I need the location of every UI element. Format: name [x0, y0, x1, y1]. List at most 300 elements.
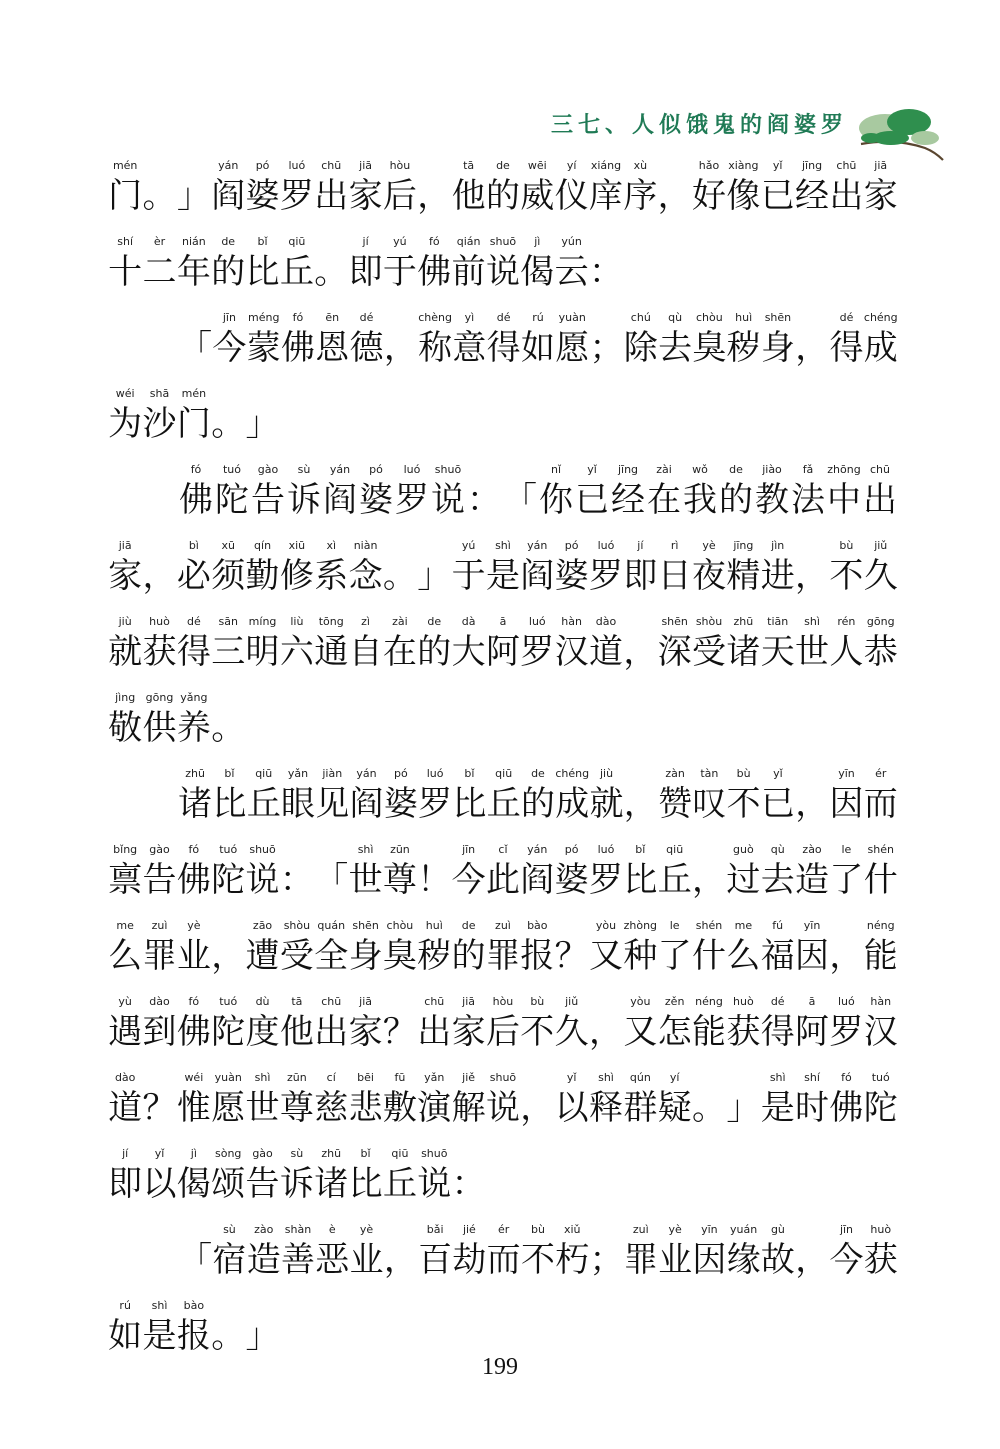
hanzi: 经: [795, 176, 830, 216]
hanzi: 造: [795, 860, 830, 900]
pinyin: pó: [369, 463, 383, 476]
hanzi: 说: [245, 860, 280, 900]
character-cell: [384, 766, 418, 842]
character-cell: [554, 158, 588, 234]
hanzi: 受: [279, 936, 314, 976]
pinyin: qín: [254, 539, 272, 552]
character-cell: [177, 1070, 211, 1146]
character-cell: [555, 310, 589, 386]
character-cell: [142, 1146, 176, 1222]
character-cell: [451, 614, 485, 690]
hanzi: 已: [760, 784, 795, 824]
character-cell: [589, 1222, 623, 1298]
character-cell: [142, 918, 176, 994]
character-cell: [692, 310, 726, 386]
hanzi: 。: [692, 1088, 727, 1128]
text-line: [108, 234, 898, 310]
hanzi: 道: [108, 1088, 143, 1128]
character-cell: [383, 538, 417, 614]
character-cell: [790, 462, 826, 538]
hanzi: 像: [726, 176, 761, 216]
character-cell: [451, 1146, 485, 1222]
character-cell: [761, 842, 795, 918]
pinyin: xiū: [288, 539, 306, 552]
character-cell: [418, 766, 452, 842]
hanzi: 得: [176, 632, 211, 672]
pinyin: rén: [837, 615, 856, 628]
hanzi: 称: [418, 328, 453, 368]
pinyin: shén: [867, 843, 894, 856]
hanzi: 罪: [623, 1240, 658, 1280]
character-cell: [142, 158, 176, 234]
pinyin: me: [734, 919, 753, 932]
hanzi: 罗: [829, 1012, 864, 1052]
character-cell: [250, 462, 286, 538]
character-cell: [692, 842, 726, 918]
hanzi: 进: [760, 556, 795, 596]
hanzi: 的: [451, 936, 486, 976]
hanzi: 他: [451, 176, 486, 216]
hanzi: 而: [863, 784, 898, 824]
hanzi: 尊: [382, 860, 417, 900]
pinyin: fó: [188, 995, 200, 1008]
hanzi: 遭: [245, 936, 280, 976]
hanzi: 惟: [176, 1088, 211, 1128]
hanzi: 」: [726, 1088, 761, 1128]
hanzi: 缘: [726, 1240, 761, 1280]
character-cell: [280, 1146, 314, 1222]
character-cell: [417, 614, 451, 690]
pinyin: ér: [875, 767, 887, 780]
character-cell: [142, 538, 176, 614]
hanzi: 是: [760, 1088, 795, 1128]
hanzi: 勤: [245, 556, 280, 596]
pinyin: pó: [393, 767, 408, 780]
text-line: [178, 462, 898, 538]
character-cell: [520, 918, 554, 994]
hanzi: 必: [176, 556, 211, 596]
hanzi: 后: [382, 176, 417, 216]
hanzi: 明: [245, 632, 280, 672]
hanzi: 叹: [692, 784, 727, 824]
pinyin: gào: [252, 1147, 273, 1160]
pinyin: pó: [564, 843, 579, 856]
character-cell: [658, 766, 692, 842]
hanzi: 以: [554, 1088, 589, 1128]
hanzi: 的: [211, 252, 246, 292]
character-cell: [417, 1146, 451, 1222]
pinyin: xù: [633, 159, 648, 172]
hanzi: 成: [863, 328, 898, 368]
pinyin: chèng: [418, 311, 452, 324]
pinyin: hòu: [389, 159, 411, 172]
character-cell: [247, 310, 281, 386]
pinyin: gù: [770, 1223, 785, 1236]
hanzi: 「: [314, 860, 349, 900]
hanzi: 罗: [588, 556, 623, 596]
hanzi: 秽: [726, 328, 761, 368]
character-cell: [418, 1222, 452, 1298]
character-cell: [383, 994, 417, 1070]
hanzi: 说: [417, 1164, 452, 1204]
character-cell: [761, 918, 795, 994]
pinyin: luó: [288, 159, 306, 172]
pinyin: dé: [359, 311, 374, 324]
character-cell: [280, 158, 314, 234]
character-cell: [452, 766, 486, 842]
character-cell: [211, 234, 245, 310]
hanzi: 出: [314, 176, 349, 216]
character-cell: [211, 918, 245, 994]
hanzi: 成: [555, 784, 590, 824]
pinyin: nián: [181, 235, 206, 248]
hanzi: ，: [795, 328, 830, 368]
pinyin: fó: [428, 235, 440, 248]
hanzi: 门: [108, 176, 143, 216]
character-cell: [692, 766, 726, 842]
hanzi: 不: [726, 784, 761, 824]
pinyin: zhòng: [623, 919, 658, 932]
hanzi: 三: [211, 632, 246, 672]
character-cell: [826, 462, 862, 538]
character-cell: [142, 994, 176, 1070]
character-cell: [211, 690, 245, 766]
pinyin: shuō: [249, 843, 276, 856]
pinyin: luó: [528, 615, 546, 628]
pinyin: jiù: [599, 767, 614, 780]
pinyin: chòu: [695, 311, 723, 324]
character-cell: [247, 766, 281, 842]
character-cell: [623, 1070, 657, 1146]
character-cell: [280, 994, 314, 1070]
hanzi: 罪: [485, 936, 520, 976]
hanzi: 受: [692, 632, 727, 672]
pinyin: xiáng: [590, 159, 622, 172]
character-cell: [177, 994, 211, 1070]
pinyin: yīn: [803, 919, 821, 932]
character-cell: [692, 1070, 726, 1146]
hanzi: 婆: [245, 176, 280, 216]
pinyin: chéng: [863, 311, 898, 324]
pinyin: shì: [495, 539, 511, 552]
hanzi: 罗: [520, 632, 555, 672]
pinyin: xiàng: [728, 159, 759, 172]
pinyin: ēn: [325, 311, 340, 324]
pinyin: rì: [670, 539, 679, 552]
pinyin: shēn: [661, 615, 688, 628]
hanzi: 今: [212, 328, 247, 368]
character-cell: [108, 1070, 142, 1146]
character-cell: [178, 1222, 212, 1298]
character-cell: [623, 842, 657, 918]
character-cell: [521, 766, 555, 842]
pinyin: qiū: [666, 843, 684, 856]
hanzi: ，: [795, 556, 830, 596]
character-cell: [829, 1070, 863, 1146]
hanzi: 说: [485, 1088, 520, 1128]
character-cell: [795, 918, 829, 994]
hanzi: 么: [726, 936, 761, 976]
pinyin: fú: [772, 919, 784, 932]
pinyin: wéi: [115, 387, 135, 400]
pinyin: yǎn: [424, 1071, 445, 1084]
hanzi: 么: [108, 936, 143, 976]
character-cell: [383, 1070, 417, 1146]
character-cell: [394, 462, 430, 538]
pinyin: huò: [149, 615, 170, 628]
character-cell: [862, 462, 898, 538]
hanzi: 诉: [279, 1164, 314, 1204]
character-cell: [314, 918, 348, 994]
hanzi: ，: [383, 328, 418, 368]
pinyin: tuó: [222, 463, 241, 476]
hanzi: 故: [760, 1240, 795, 1280]
text-line: [108, 1070, 898, 1146]
hanzi: 不: [520, 1240, 555, 1280]
character-cell: [623, 614, 657, 690]
pinyin: me: [116, 919, 134, 932]
pinyin: zài: [392, 615, 408, 628]
character-cell: [348, 158, 382, 234]
character-cell: [108, 234, 142, 310]
hanzi: 因: [795, 936, 830, 976]
hanzi: 去: [658, 328, 693, 368]
hanzi: 家: [108, 556, 143, 596]
hanzi: 阎: [520, 556, 555, 596]
pinyin: cí: [326, 1071, 336, 1084]
pinyin: mén: [112, 159, 138, 172]
pinyin: luó: [597, 843, 615, 856]
character-cell: [555, 1222, 589, 1298]
character-cell: [554, 538, 588, 614]
character-cell: [314, 842, 348, 918]
character-cell: [761, 766, 795, 842]
character-cell: [417, 918, 451, 994]
pinyin: jīng: [733, 539, 754, 552]
character-cell: [245, 842, 279, 918]
hanzi: 出: [417, 1012, 452, 1052]
hanzi: 因: [692, 1240, 727, 1280]
pinyin: gōng: [866, 615, 895, 628]
text-line: [178, 310, 898, 386]
hanzi: 今: [829, 1240, 864, 1280]
pinyin: bǐng: [113, 843, 138, 856]
pinyin: pó: [564, 539, 579, 552]
pinyin: bù: [839, 539, 854, 552]
hanzi: 了: [829, 860, 864, 900]
pinyin: fó: [188, 843, 200, 856]
hanzi: 如: [520, 328, 555, 368]
character-cell: [142, 614, 176, 690]
pinyin: zì: [361, 615, 370, 628]
hanzi: 陀: [211, 1012, 246, 1052]
character-cell: [692, 538, 726, 614]
character-cell: [214, 462, 250, 538]
character-cell: [623, 918, 657, 994]
hanzi: 你: [539, 480, 573, 520]
hanzi: 去: [760, 860, 795, 900]
pinyin: chū: [424, 995, 445, 1008]
hanzi: 诸: [726, 632, 761, 672]
pinyin: zuì: [632, 1223, 649, 1236]
hanzi: 业: [658, 1240, 693, 1280]
character-cell: [108, 994, 142, 1070]
pinyin: yán: [329, 463, 351, 476]
character-cell: [245, 614, 279, 690]
character-cell: [829, 994, 863, 1070]
hanzi: 秽: [417, 936, 452, 976]
character-cell: [624, 1222, 658, 1298]
pinyin: shòu: [283, 919, 311, 932]
character-cell: [178, 766, 212, 842]
hanzi: 罗: [279, 176, 314, 216]
text-line: [108, 842, 898, 918]
hanzi: 什: [863, 860, 898, 900]
character-cell: [692, 1222, 726, 1298]
character-cell: [727, 1222, 761, 1298]
hanzi: 二: [142, 252, 177, 292]
character-cell: [314, 994, 348, 1070]
pinyin: jiǔ: [565, 995, 579, 1008]
character-cell: [726, 614, 760, 690]
character-cell: [726, 918, 760, 994]
character-cell: [726, 994, 760, 1070]
character-cell: [520, 538, 554, 614]
pinyin: tuó: [219, 995, 238, 1008]
hanzi: 释: [588, 1088, 623, 1128]
character-cell: [761, 1222, 795, 1298]
character-cell: [281, 310, 315, 386]
character-cell: [348, 842, 382, 918]
character-cell: [795, 766, 829, 842]
character-cell: [348, 614, 382, 690]
hanzi: 说: [485, 252, 520, 292]
hanzi: 供: [142, 708, 177, 748]
pinyin: shuō: [434, 463, 462, 476]
pinyin: gào: [257, 463, 279, 476]
character-cell: [718, 462, 754, 538]
pinyin: yuán: [730, 1223, 758, 1236]
hanzi: 婆: [554, 860, 589, 900]
hanzi: ？: [554, 936, 589, 976]
character-cell: [245, 538, 279, 614]
hanzi: 汉: [863, 1012, 898, 1052]
hanzi: 在: [382, 632, 417, 672]
hanzi: 天: [760, 632, 795, 672]
hanzi: 。: [211, 404, 246, 444]
pinyin: bù: [530, 1223, 545, 1236]
character-cell: [358, 462, 394, 538]
character-cell: [520, 842, 554, 918]
hanzi: ，: [623, 784, 658, 824]
character-cell: [349, 1222, 383, 1298]
pinyin: yán: [527, 539, 548, 552]
hanzi: 此: [485, 860, 520, 900]
pinyin: bǐ: [635, 843, 646, 856]
character-cell: [727, 766, 761, 842]
pinyin: de: [221, 235, 236, 248]
character-cell: [795, 614, 829, 690]
hanzi: 我: [683, 480, 717, 520]
hanzi: 精: [726, 556, 761, 596]
hanzi: ，: [211, 936, 246, 976]
character-cell: [348, 994, 382, 1070]
character-cell: [486, 234, 520, 310]
hanzi: 家: [348, 1012, 383, 1052]
pinyin: yǐ: [773, 767, 783, 780]
character-cell: [247, 1222, 281, 1298]
pinyin: néng: [695, 995, 723, 1008]
pinyin: fǎ: [802, 463, 814, 476]
hanzi: 得: [760, 1012, 795, 1052]
character-cell: [658, 842, 692, 918]
hanzi: 」: [176, 176, 211, 216]
character-cell: [589, 614, 623, 690]
hanzi: 恶: [315, 1240, 350, 1280]
pinyin: hòu: [492, 995, 514, 1008]
hanzi: 前: [451, 252, 486, 292]
character-cell: [177, 842, 211, 918]
character-cell: [795, 842, 829, 918]
character-cell: [280, 842, 314, 918]
pinyin: sù: [223, 1223, 236, 1236]
pinyin: shuō: [421, 1147, 448, 1160]
pinyin: zāo: [252, 919, 273, 932]
hanzi: 威: [520, 176, 555, 216]
hanzi: 偈: [520, 252, 555, 292]
pinyin: yǐ: [566, 1071, 577, 1084]
hanzi: 得: [829, 328, 864, 368]
hanzi: 陀: [215, 480, 249, 520]
hanzi: 比: [452, 784, 487, 824]
text-line: [108, 994, 898, 1070]
hanzi: 日: [657, 556, 692, 596]
pinyin: fó: [292, 311, 304, 324]
hanzi: 诉: [287, 480, 321, 520]
hanzi: 沙: [142, 404, 177, 444]
character-cell: [212, 766, 246, 842]
character-cell: [520, 994, 554, 1070]
character-cell: [451, 538, 485, 614]
pinyin: sān: [218, 615, 238, 628]
hanzi: 阿: [485, 632, 520, 672]
character-cell: [574, 462, 610, 538]
pinyin: luó: [403, 463, 421, 476]
pinyin: zūn: [287, 1071, 307, 1084]
pinyin: jiā: [359, 159, 372, 172]
pinyin: zūn: [390, 843, 410, 856]
pinyin: de: [531, 767, 545, 780]
character-cell: [280, 918, 314, 994]
hanzi: 好: [692, 176, 727, 216]
pinyin: yún: [561, 235, 582, 248]
character-cell: [281, 766, 315, 842]
pinyin: tuó: [871, 1071, 890, 1084]
pinyin: bù: [736, 767, 751, 780]
hanzi: 丘: [382, 1164, 417, 1204]
hanzi: 法: [791, 480, 825, 520]
character-cell: [108, 690, 142, 766]
pinyin: wéi: [184, 1071, 204, 1084]
pinyin: chū: [836, 159, 857, 172]
pinyin: shì: [804, 615, 820, 628]
character-cell: [430, 462, 466, 538]
character-cell: [658, 538, 692, 614]
pinyin: dé: [186, 615, 201, 628]
pinyin: wǒ: [692, 463, 708, 476]
hanzi: 颂: [211, 1164, 246, 1204]
hanzi: 已: [760, 176, 795, 216]
